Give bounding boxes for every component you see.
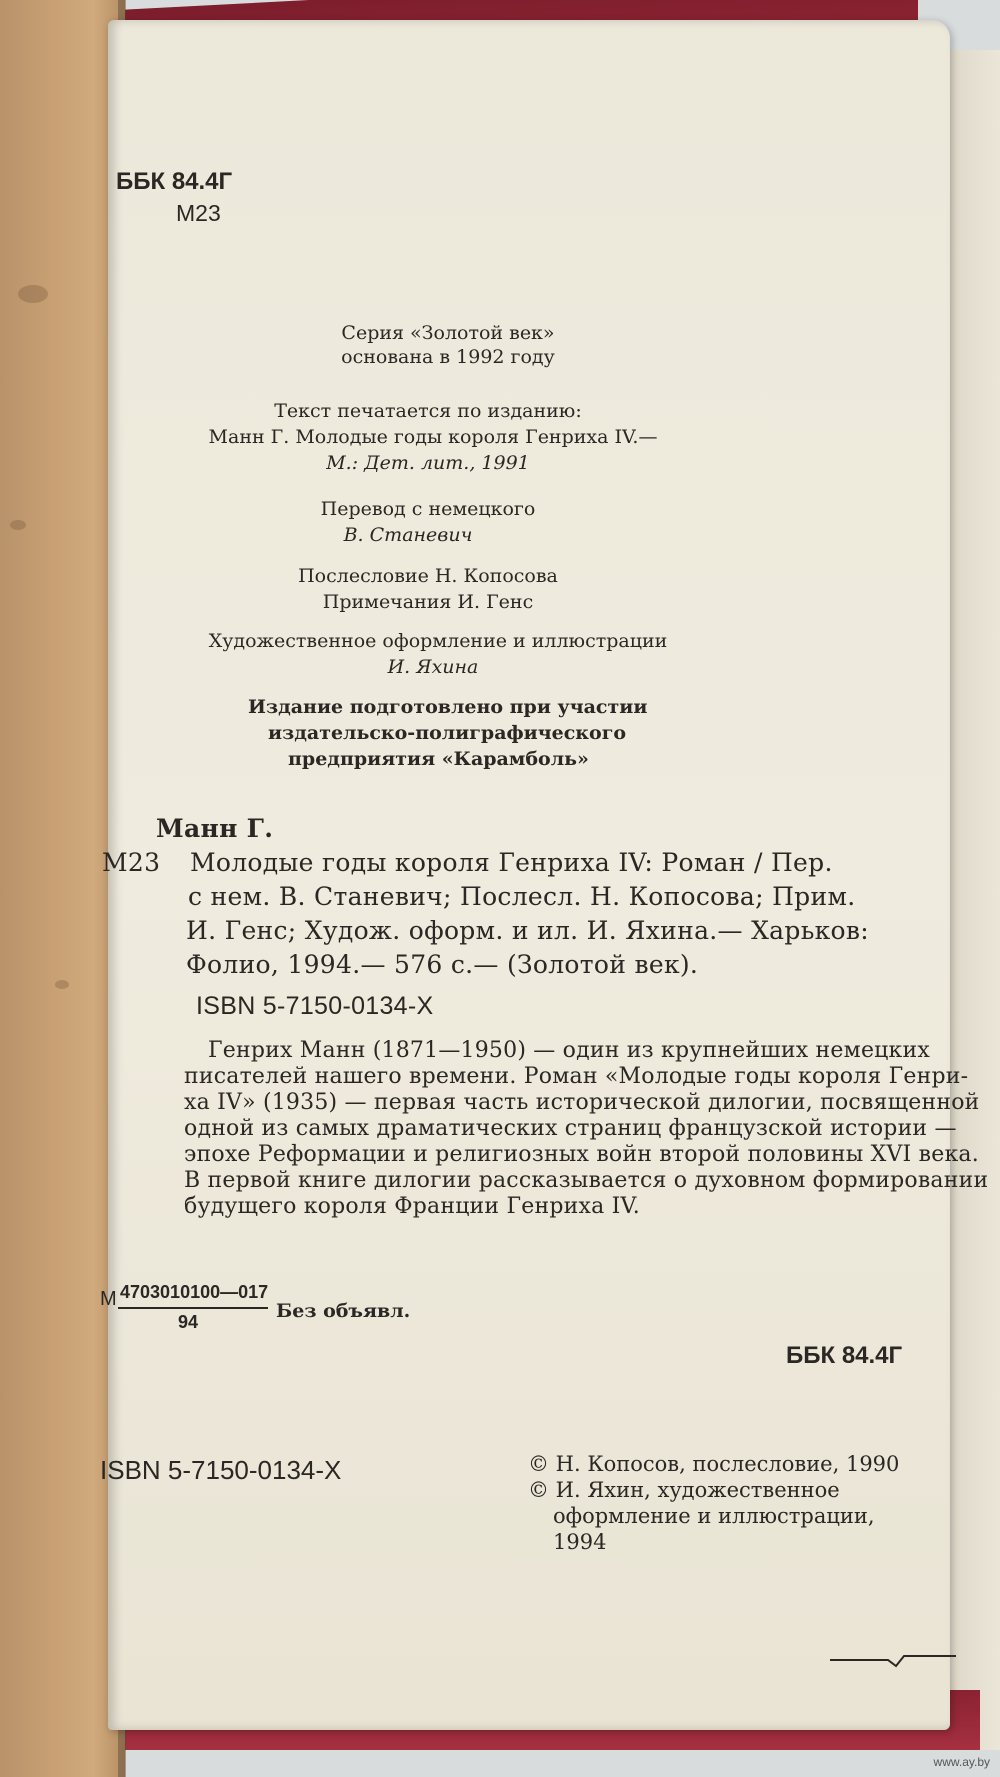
notes-credit: Примечания И. Генс: [322, 591, 534, 613]
bbk-code-bottom: ББК 84.4Г: [786, 1342, 903, 1369]
catalog-fraction-rule: [118, 1307, 268, 1309]
afterword-credit: Послесловие Н. Копосова: [298, 565, 558, 587]
copyright-afterword: © Н. Копосов, послесловие, 1990: [528, 1452, 900, 1476]
bib-line3: И. Генс; Худож. оформ. и ил. И. Яхина.— Харьков:: [186, 916, 869, 945]
copyright-illustrations: © И. Яхин, художественное: [528, 1478, 840, 1502]
bib-code: М23: [102, 848, 161, 877]
book-page: [100, 20, 989, 1730]
author-mark-top: М23: [176, 200, 221, 226]
annotation-line2: писателей нашего времени. Роман «Молодые годы короля Генри-: [184, 1064, 969, 1089]
bib-line2: с нем. В. Станевич; Послесл. Н. Копосова; Прим.: [188, 882, 856, 911]
bbk-code-top: ББК 84.4Г: [116, 168, 233, 195]
source-edition-imprint: М.: Дет. лит., 1991: [326, 452, 530, 474]
bib-isbn: ISBN 5-7150-0134-X: [196, 992, 434, 1020]
publisher-note-line2: издательско-полиграфического: [268, 722, 627, 744]
watermark: www.ay.by: [933, 1755, 990, 1769]
source-edition-intro: Текст печатается по изданию:: [274, 400, 582, 422]
translation-label: Перевод с немецкого: [320, 498, 536, 520]
bib-line4: Фолио, 1994.— 576 с.— (Золотой век).: [186, 950, 699, 979]
annotation-line7: будущего короля Франции Генриха IV.: [184, 1194, 640, 1219]
catalog-denominator: 94: [178, 1312, 199, 1332]
catalog-numerator: 4703010100—017: [120, 1282, 269, 1302]
copyright-illustrations-cont: оформление и иллюстрации,: [553, 1504, 875, 1528]
bib-author: Манн Г.: [156, 814, 274, 843]
annotation-line4: одной из самых драматических страниц французской истории —: [184, 1116, 957, 1141]
design-credit-label: Художественное оформление и иллюстрации: [208, 630, 668, 652]
wooden-table: [0, 0, 125, 1777]
source-edition-title: Манн Г. Молодые годы короля Генриха IV.—: [208, 426, 658, 448]
illustrator-name: И. Яхина: [387, 656, 479, 678]
translator-name: В. Станевич: [343, 524, 473, 546]
publisher-note-line3: предприятия «Карамболь»: [288, 748, 589, 770]
decorative-tail: [828, 1650, 958, 1670]
annotation-line1: Генрих Манн (1871—1950) — один из крупнейших немецких: [208, 1038, 930, 1063]
catalog-prefix: М: [100, 1288, 117, 1310]
wood-knot: [18, 285, 48, 303]
copyright-year: 1994: [553, 1530, 607, 1554]
catalog-note: Без объявл.: [276, 1300, 411, 1322]
wood-knot: [55, 980, 69, 989]
annotation-line3: ха IV» (1935) — первая часть исторической дилогии, посвященной: [184, 1090, 980, 1115]
series-founded: основана в 1992 году: [341, 346, 555, 368]
wood-knot: [10, 520, 26, 530]
annotation-line5: эпохе Реформации и религиозных войн второй половины XVI века.: [184, 1142, 979, 1167]
isbn-bottom: ISBN 5-7150-0134-X: [100, 1455, 342, 1485]
annotation-line6: В первой книге дилогии рассказывается о духовном формировании: [184, 1168, 989, 1193]
bib-line1: Молодые годы короля Генриха IV: Роман / Пер.: [190, 848, 833, 877]
series-name: Серия «Золотой век»: [341, 322, 555, 344]
publisher-note-line1: Издание подготовлено при участии: [248, 696, 648, 718]
